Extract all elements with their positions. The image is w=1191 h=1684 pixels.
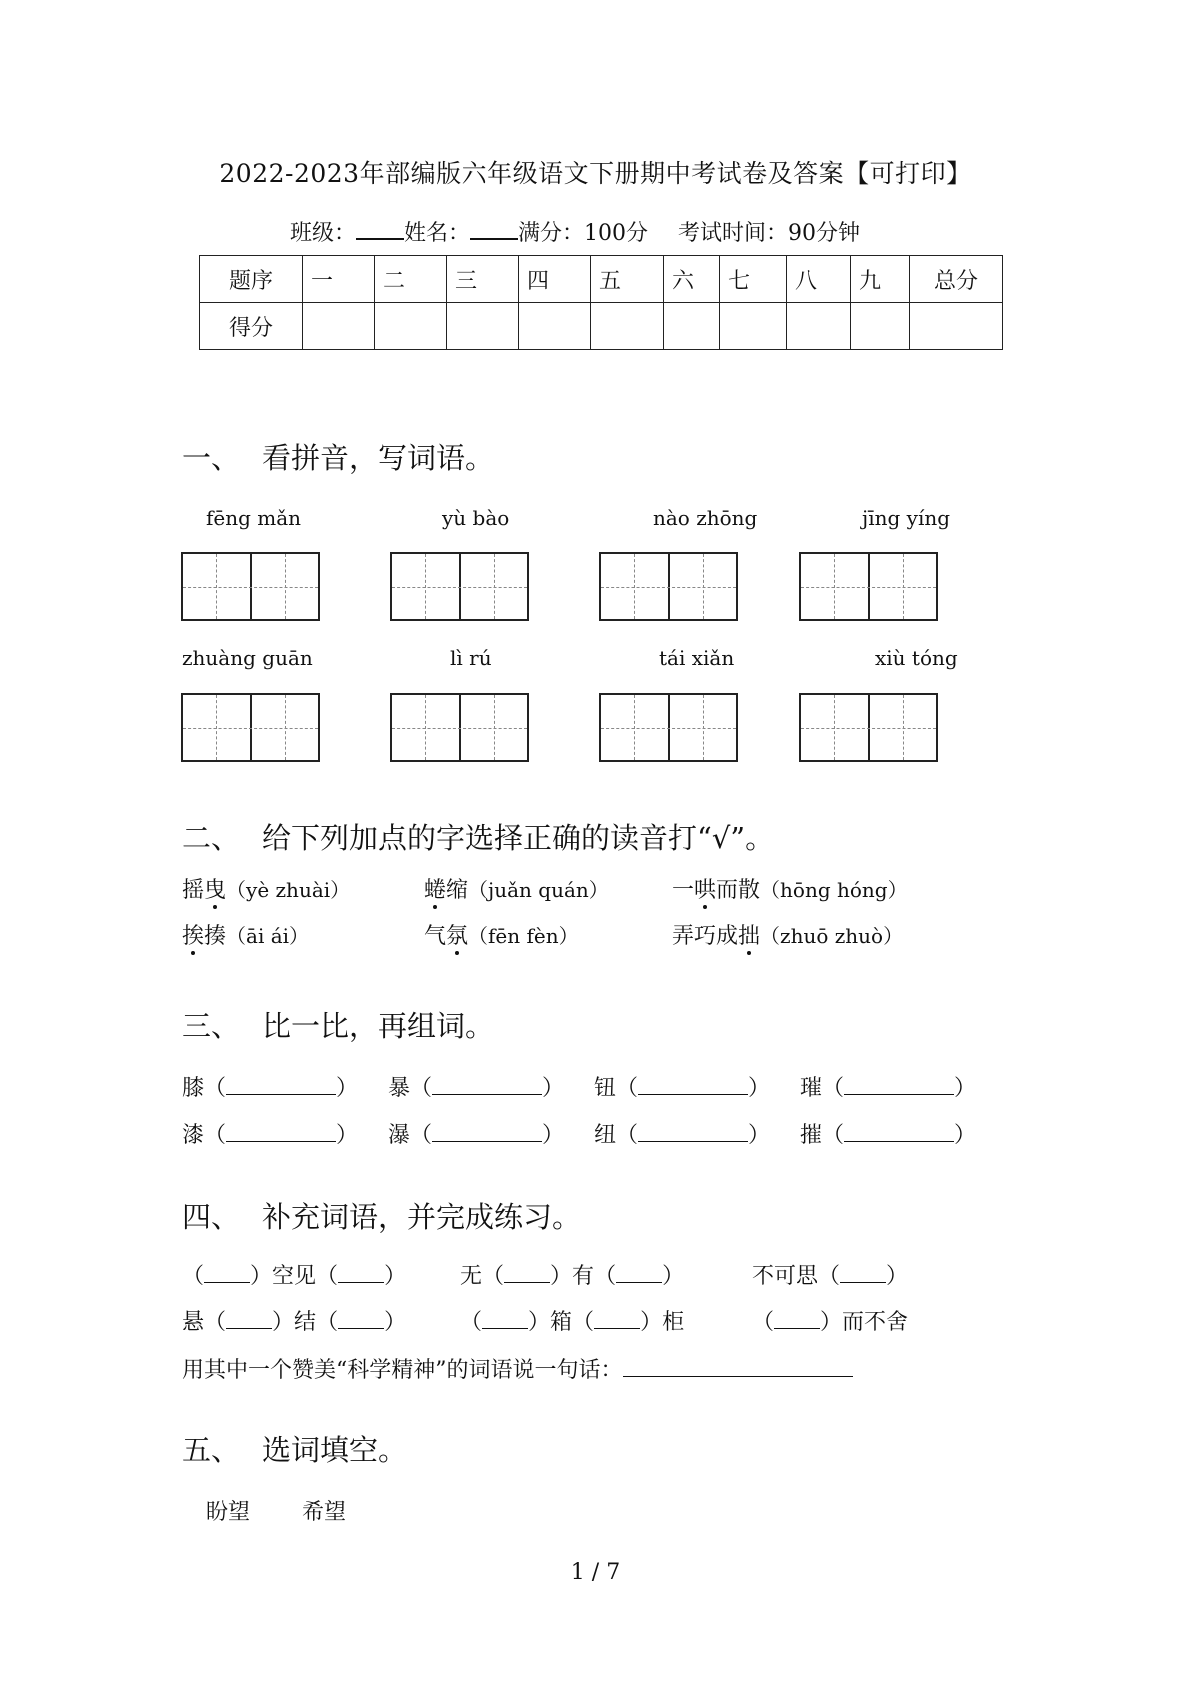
answer-blank[interactable] [204, 1264, 250, 1283]
pinyin-label: jīng yíng [862, 506, 951, 530]
idiom-text: 有 [572, 1264, 595, 1289]
score-cell[interactable] [720, 303, 787, 350]
word-group-item[interactable]: 漆（ ） [182, 1123, 359, 1148]
page-number: 1 / 7 [570, 1560, 621, 1585]
word-choice: 希望 [302, 1500, 347, 1525]
section-4-heading [182, 1195, 581, 1236]
reading-item[interactable] [672, 873, 908, 904]
answer-blank[interactable] [226, 1310, 272, 1329]
pinyin-label: lì rú [450, 646, 492, 670]
answer-blank[interactable] [840, 1264, 886, 1283]
score-cell[interactable] [910, 303, 1003, 350]
word-choice: 盼望 [206, 1500, 251, 1525]
word-group-item[interactable]: 纽（ ） [594, 1123, 771, 1148]
score-header-cell: 八 [787, 256, 851, 303]
idiom-item[interactable]: 悬（ ）结（ ） [182, 1310, 407, 1335]
item-text: 缩 [446, 878, 469, 903]
writing-grid[interactable] [599, 693, 738, 762]
idiom-item[interactable]: （ ）空见（ ） [182, 1264, 407, 1289]
writing-grid[interactable] [390, 552, 529, 621]
idiom-item[interactable]: （ ）箱（ ）柜 [460, 1310, 685, 1335]
reading-item[interactable] [424, 873, 609, 904]
reading-item[interactable] [424, 919, 579, 950]
idiom-text: 而不舍 [842, 1310, 909, 1335]
score-header-cell: 总分 [910, 256, 1003, 303]
idiom-text: 柜 [662, 1310, 685, 1335]
compare-char: 摧 [800, 1123, 823, 1148]
score-header-cell: 五 [591, 256, 664, 303]
score-cell[interactable] [519, 303, 591, 350]
score-cell[interactable] [851, 303, 910, 350]
score-header-cell: 九 [851, 256, 910, 303]
item-text: 而散 [716, 878, 761, 903]
item-text: 揍 [204, 924, 227, 949]
idiom-item[interactable]: （ ）而不舍 [752, 1310, 909, 1335]
exam-time: 考试时间：90分钟 [678, 221, 861, 246]
pinyin-options: （yè zhuài） [226, 878, 351, 902]
pinyin-label: fēng mǎn [206, 506, 302, 530]
pinyin-label: xiù tóng [875, 646, 958, 670]
score-cell[interactable] [787, 303, 851, 350]
compare-char: 钮 [594, 1076, 617, 1101]
section-title: 给下列加点的字选择正确的读音打“√”。 [262, 821, 775, 855]
section-number: 二、 [182, 821, 241, 855]
score-header-cell: 六 [664, 256, 720, 303]
writing-grid[interactable] [599, 552, 738, 621]
pinyin-options: （zhuō zhuò） [760, 924, 904, 948]
score-header-cell: 一 [303, 256, 375, 303]
word-group-item[interactable]: 膝（ ） [182, 1076, 359, 1101]
section-number: 三、 [182, 1009, 241, 1043]
compare-char: 漆 [182, 1123, 205, 1148]
score-header-cell: 题序 [200, 256, 303, 303]
writing-grid[interactable] [181, 552, 320, 621]
compare-char: 瀑 [388, 1123, 411, 1148]
idiom-text: 无 [460, 1264, 483, 1289]
dotted-char: 曳 [204, 878, 227, 903]
item-text: 一 [672, 878, 695, 903]
score-cell[interactable] [447, 303, 519, 350]
writing-grid[interactable] [181, 693, 320, 762]
compare-char: 纽 [594, 1123, 617, 1148]
writing-grid[interactable] [799, 552, 938, 621]
answer-blank[interactable] [226, 1123, 336, 1142]
answer-blank[interactable] [338, 1264, 384, 1283]
dotted-char: 挨 [182, 924, 205, 949]
score-table [199, 255, 1003, 350]
score-header-cell: 三 [447, 256, 519, 303]
score-cell[interactable] [375, 303, 447, 350]
idiom-text: 悬 [182, 1310, 205, 1335]
class-blank[interactable] [356, 218, 404, 240]
word-group-item[interactable]: 瀑（ ） [388, 1123, 565, 1148]
score-table-header-row [200, 256, 1003, 303]
section-number: 五、 [182, 1433, 241, 1467]
idiom-text: 箱 [550, 1310, 573, 1335]
name-label: 姓名： [404, 221, 471, 246]
reading-item[interactable] [672, 919, 903, 950]
idiom-item[interactable]: 无（ ）有（ ） [460, 1264, 685, 1289]
pinyin-label: nào zhōng [653, 506, 758, 530]
item-text: 摇 [182, 878, 205, 903]
reading-item[interactable] [182, 919, 309, 950]
idiom-text: 不可思 [752, 1264, 819, 1289]
compare-char: 璀 [800, 1076, 823, 1101]
answer-blank[interactable] [623, 1358, 853, 1377]
section-title: 补充词语，并完成练习。 [262, 1200, 582, 1234]
pinyin-options: （hōng hóng） [760, 878, 908, 902]
answer-blank[interactable] [482, 1310, 528, 1329]
dotted-char: 氛 [446, 924, 469, 949]
answer-blank[interactable] [432, 1076, 542, 1095]
answer-blank[interactable] [338, 1310, 384, 1329]
idiom-text: 空见 [272, 1264, 317, 1289]
pinyin-options: （āi ái） [226, 924, 310, 948]
sentence-label: 用其中一个赞美“科学精神”的词语说一句话： [182, 1358, 623, 1383]
reading-item[interactable] [182, 873, 350, 904]
word-group-item[interactable]: 钮（ ） [594, 1076, 771, 1101]
score-cell[interactable] [591, 303, 664, 350]
section-5-heading [182, 1428, 407, 1469]
idiom-item[interactable]: 不可思（ ） [752, 1264, 909, 1289]
answer-blank[interactable] [594, 1310, 640, 1329]
full-score: 满分：100分 [518, 221, 649, 246]
name-blank[interactable] [470, 218, 518, 240]
writing-grid[interactable] [390, 693, 529, 762]
answer-blank[interactable] [226, 1076, 336, 1095]
score-header-cell: 七 [720, 256, 787, 303]
answer-blank[interactable] [844, 1123, 954, 1142]
score-cell[interactable] [664, 303, 720, 350]
pinyin-options: （juǎn quán） [468, 878, 609, 902]
answer-blank[interactable] [844, 1076, 954, 1095]
section-number: 一、 [182, 441, 241, 475]
word-group-item[interactable]: 暴（ ） [388, 1076, 565, 1101]
word-group-item[interactable]: 璀（ ） [800, 1076, 977, 1101]
writing-grid[interactable] [799, 693, 938, 762]
section-2-heading [182, 816, 774, 857]
exam-info [290, 216, 860, 247]
score-table-score-row [200, 303, 1003, 350]
score-row-label: 得分 [200, 303, 303, 350]
answer-blank[interactable] [638, 1123, 748, 1142]
score-cell[interactable] [303, 303, 375, 350]
word-group-item[interactable]: 摧（ ） [800, 1123, 977, 1148]
pinyin-label: zhuàng guān [182, 646, 313, 670]
answer-blank[interactable] [504, 1264, 550, 1283]
item-text: 弄巧成 [672, 924, 739, 949]
answer-blank[interactable] [638, 1076, 748, 1095]
pinyin-label: yù bào [442, 506, 510, 530]
section-number: 四、 [182, 1200, 241, 1234]
compare-char: 膝 [182, 1076, 205, 1101]
answer-blank[interactable] [432, 1123, 542, 1142]
answer-blank[interactable] [616, 1264, 662, 1283]
compare-char: 暴 [388, 1076, 411, 1101]
page-title: 2022-2023年部编版六年级语文下册期中考试卷及答案【可打印】 [219, 159, 972, 188]
pinyin-options: （fēn fèn） [468, 924, 579, 948]
section-title: 看拼音，写词语。 [262, 441, 495, 475]
class-label: 班级： [290, 221, 357, 246]
sentence-prompt[interactable] [182, 1353, 853, 1384]
section-1-heading [182, 436, 494, 477]
score-header-cell: 四 [519, 256, 591, 303]
section-title: 比一比，再组词。 [262, 1009, 495, 1043]
pinyin-label: tái xiǎn [659, 646, 735, 670]
score-header-cell: 二 [375, 256, 447, 303]
item-text: 气 [424, 924, 447, 949]
section-title: 选词填空。 [262, 1433, 408, 1467]
dotted-char: 蜷 [424, 878, 447, 903]
dotted-char: 拙 [738, 924, 761, 949]
section-3-heading [182, 1004, 494, 1045]
idiom-text: 结 [294, 1310, 317, 1335]
dotted-char: 哄 [694, 878, 717, 903]
answer-blank[interactable] [774, 1310, 820, 1329]
